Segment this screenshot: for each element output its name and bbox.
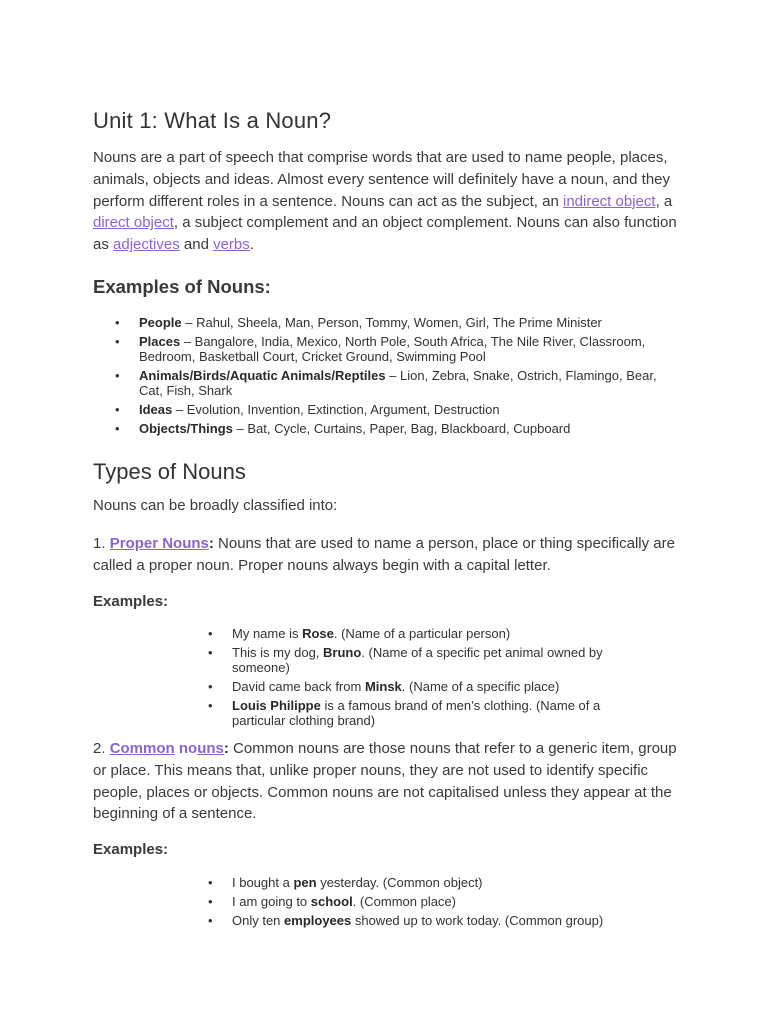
example-pre: Only ten [232,913,285,928]
list-item [186,698,646,728]
list-item [93,315,683,330]
list-item [186,894,646,909]
example-post: yesterday. (Common object) [316,875,483,890]
list-item [186,645,646,675]
list-item [186,626,646,641]
adjectives-link[interactable]: adjectives [113,236,180,254]
common-colon: : [223,740,229,757]
proper-number: 1. [93,535,110,552]
example-term: People [139,315,182,330]
verbs-link[interactable]: verbs [213,236,250,254]
classified-text: Nouns can be broadly classified into: [93,497,338,514]
example-post: . (Name of a particular person) [333,626,511,641]
example-bold: Louis Philippe [232,698,321,713]
common-link[interactable]: Common [109,740,175,757]
example-pre: My name is [232,626,303,641]
example-text: – Bat, Cycle, Curtains, Paper, Bag, Blackboard, Cupboard [232,421,571,436]
example-term: Objects/Things [139,421,233,436]
example-pre: I am going to [232,894,311,909]
common-examples-list [186,875,646,932]
example-bold: pen [293,875,317,890]
intro-text-1: Nouns are a part of speech that comprise words that are used to name people, places, animals, objects and ideas. Almost every sentence will definitely have a noun, and they perform different roles in a sentence. Nouns can act as the subject, an [93,149,671,210]
example-pre: This is my dog, [232,645,324,660]
example-bold: Rose [302,626,334,641]
direct-object-link[interactable]: direct object [93,214,174,232]
proper-colon: : [208,535,214,552]
list-item [93,402,683,417]
intro-text-5: . [249,236,254,254]
example-term: Places [139,334,181,349]
common-nouns-paragraph [93,738,683,825]
list-item [93,421,683,436]
example-bold: school [310,894,353,909]
intro-text-2: , a [655,192,673,210]
intro-text-4: and [179,236,214,254]
example-post: . (Name of a specific pet animal owned by someone) [232,645,603,675]
example-pre: David came back from [232,679,365,694]
common-text: Common nouns are those nouns that refer to a generic item, group or place. This means that, unlike proper nouns, they are not used to identify specific people, places or objects. Common nouns are not capitalised unless they appear at the beginning of a sentence. [93,740,677,823]
example-term: Animals/Birds/Aquatic Animals/Reptiles [139,368,386,383]
nouns-link[interactable]: uns [197,740,224,757]
types-heading: Types of Nouns [93,459,246,484]
page-title: Unit 1: What Is a Noun? [93,108,332,133]
list-item [93,368,683,398]
list-item [186,913,646,928]
example-text: – Lion, Zebra, Snake, Ostrich, Flamingo, Bear, Cat, Fish, Shark [139,368,657,398]
proper-examples-list [186,626,646,732]
list-item [93,334,683,364]
proper-examples-label: Examples: [93,593,169,610]
common-plain: no [178,740,198,757]
example-text: – Rahul, Sheela, Man, Person, Tommy, Women, Girl, The Prime Minister [181,315,602,330]
example-bold: employees [284,913,352,928]
common-number: 2. [93,740,110,757]
intro-text-3: , a subject complement and an object complement. Nouns can also function as [93,214,677,254]
example-post: . (Common place) [352,894,456,909]
intro-paragraph [93,147,683,256]
example-post: . (Name of a specific place) [401,679,560,694]
example-bold: Bruno [323,645,362,660]
proper-text: Nouns that are used to name a person, place or thing specifically are called a proper noun. Proper nouns always begin with a capital letter. [93,535,675,574]
example-term: Ideas [139,402,173,417]
example-bold: Minsk [364,679,402,694]
proper-nouns-link[interactable]: Proper Nouns [109,535,209,552]
proper-nouns-paragraph [93,533,683,577]
list-item [186,679,646,694]
common-examples-label: Examples: [93,841,169,858]
example-text: – Evolution, Invention, Extinction, Argument, Destruction [172,402,500,417]
indirect-object-link[interactable]: indirect object [563,192,656,210]
examples-heading: Examples of Nouns: [93,276,271,297]
example-post: is a famous brand of men’s clothing. (Name of a particular clothing brand) [232,698,601,728]
example-post: showed up to work today. (Common group) [351,913,604,928]
list-item [186,875,646,890]
noun-examples-list [93,315,683,440]
example-text: – Bangalore, India, Mexico, North Pole, South Africa, The Nile River, Classroom, Bedroom, Basketball Court, Cricket Ground, Swimming Pool [139,334,646,364]
example-pre: I bought a [232,875,294,890]
